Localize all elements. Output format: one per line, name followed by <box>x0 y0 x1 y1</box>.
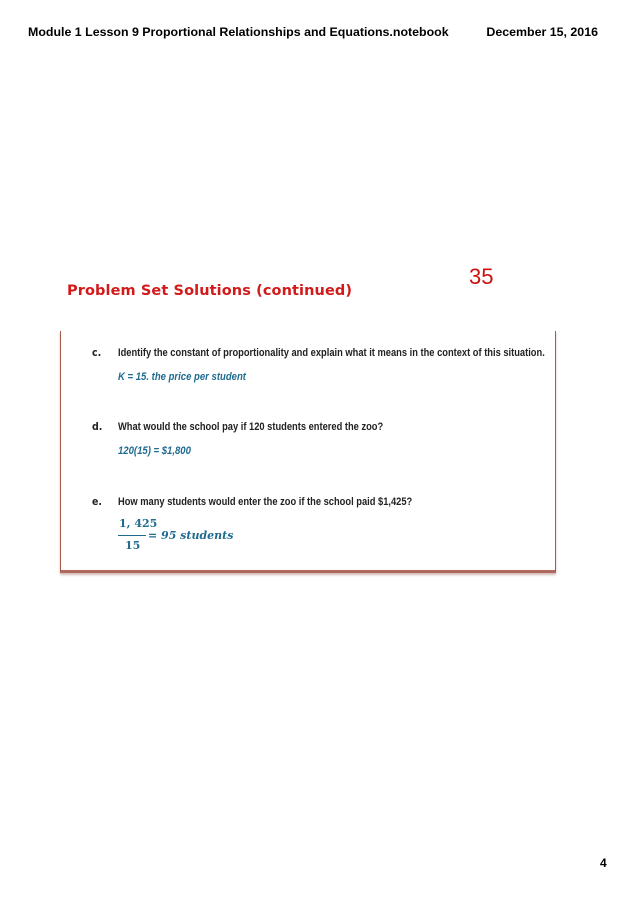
item-question: How many students would enter the zoo if the school paid $1,425? <box>118 496 413 508</box>
item-answer: K = 15. the price per student <box>118 371 246 383</box>
fraction-result: = 95 students <box>148 529 234 542</box>
fraction-numerator: 1, 425 <box>119 517 158 530</box>
fraction-bar <box>118 535 146 536</box>
page-header <box>0 25 638 43</box>
item-letter: d. <box>92 421 103 433</box>
page-number: 4 <box>600 856 607 870</box>
notebook-title: Module 1 Lesson 9 Proportional Relationships and Equations.notebook <box>28 25 449 39</box>
fraction-answer <box>118 517 278 557</box>
section-title: Problem Set Solutions (continued) <box>67 283 353 299</box>
solutions-panel <box>60 331 556 573</box>
item-question: Identify the constant of proportionality and explain what it means in the context of this situation. <box>118 347 545 359</box>
fraction-denominator: 15 <box>125 539 141 552</box>
item-answer: 120(15) = $1,800 <box>118 445 191 457</box>
item-letter: c. <box>92 347 102 359</box>
item-letter: e. <box>92 496 102 508</box>
slide-number-label: 35 <box>469 264 494 289</box>
header-date: December 15, 2016 <box>486 25 598 39</box>
item-question: What would the school pay if 120 students entered the zoo? <box>118 421 384 433</box>
